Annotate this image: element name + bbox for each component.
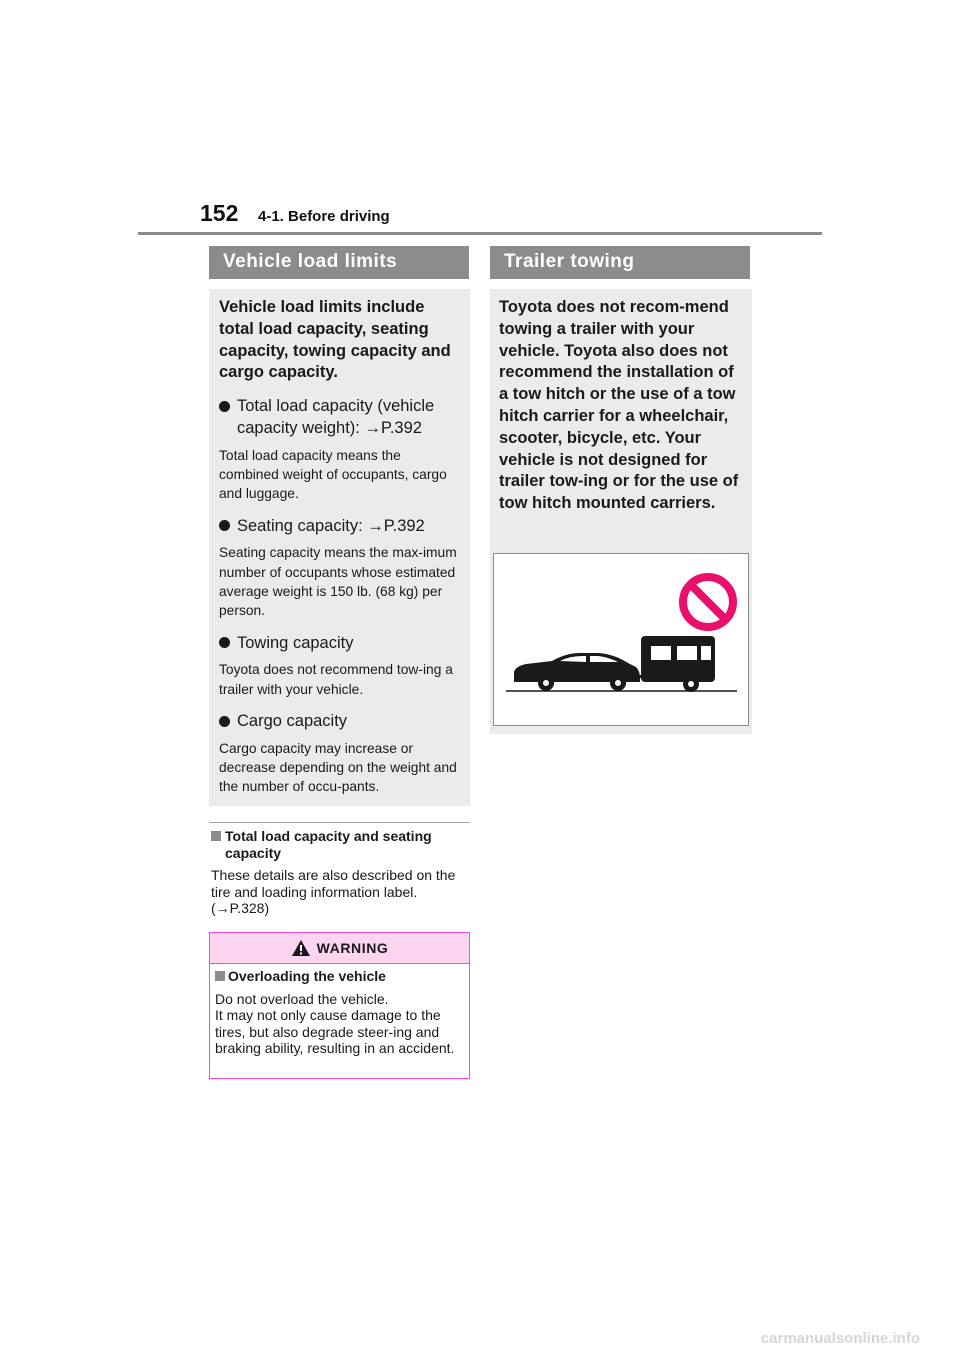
warning-subheading: Overloading the vehicle: [215, 968, 469, 985]
bullet-dot-icon: [219, 401, 230, 412]
watermark: carmanualsonline.info: [760, 1330, 920, 1347]
bullet-dot-icon: [219, 716, 230, 727]
warning-box: [209, 932, 470, 1079]
square-bullet-icon: [211, 831, 221, 841]
warning-body: [210, 964, 469, 1057]
bullet-total-load: Total load capacity (vehicle capacity weight): →P.392: [219, 396, 460, 440]
warning-header: [210, 933, 469, 964]
vehicle-load-limits-heading: Vehicle load limits: [209, 246, 469, 279]
bullet-cargo: Cargo capacity: [219, 711, 460, 733]
total-load-subheading: Total load capacity and seating capacity: [211, 828, 469, 861]
page-number: 152: [200, 200, 239, 226]
bullet-dot-icon: [219, 637, 230, 648]
square-bullet-icon: [215, 971, 225, 981]
chapter-title: 4-1. Before driving: [258, 208, 390, 225]
section-divider: [209, 822, 470, 823]
warning-title: WARNING: [316, 940, 389, 956]
trailer-icon: [641, 636, 715, 692]
trailer-towing-heading: Trailer towing: [490, 246, 750, 279]
total-load-text: These details are also described on the tire and loading information label. (→P.328): [211, 867, 456, 916]
prohibition-icon: [683, 577, 733, 627]
car-icon: [514, 653, 640, 691]
warning-triangle-icon: [291, 939, 311, 957]
vehicle-load-lead: Vehicle load limits include total load capacity, seating capacity, towing capacity and cargo capacity.: [219, 298, 451, 382]
desc-total-load: Total load capacity means the combined weight of occupants, cargo and luggage.: [219, 447, 447, 502]
warning-text: Do not overload the vehicle. It may not only cause damage to the tires, but also degrade steer-ing and braking ability, resulting in an accident.: [215, 990, 455, 1056]
bullet-towing: Towing capacity: [219, 633, 460, 655]
bullet-seating: Seating capacity: →P.392: [219, 516, 460, 538]
no-towing-illustration: [493, 553, 749, 726]
bullet-dot-icon: [219, 520, 230, 531]
vehicle-load-panel: [209, 289, 470, 806]
desc-seating: Seating capacity means the max-imum number of occupants whose estimated average weight is 150 lb. (68 kg) per person.: [219, 545, 457, 619]
desc-towing: Toyota does not recommend tow-ing a trailer with your vehicle.: [219, 662, 453, 697]
header-divider: [138, 232, 822, 235]
desc-cargo: Cargo capacity may increase or decrease depending on the weight and the number of occu-pants.: [219, 740, 457, 795]
no-towing-figure: [494, 554, 748, 725]
trailer-towing-lead: Toyota does not recom-mend towing a trailer with your vehicle. Toyota also does not recommend the installation of a tow hitch or the use of a tow hitch carrier for a wheelchair, scooter, bicycle, etc. Your vehicle is not designed for trailer tow-ing or for the use of tow hitch mounted carriers.: [499, 298, 739, 513]
